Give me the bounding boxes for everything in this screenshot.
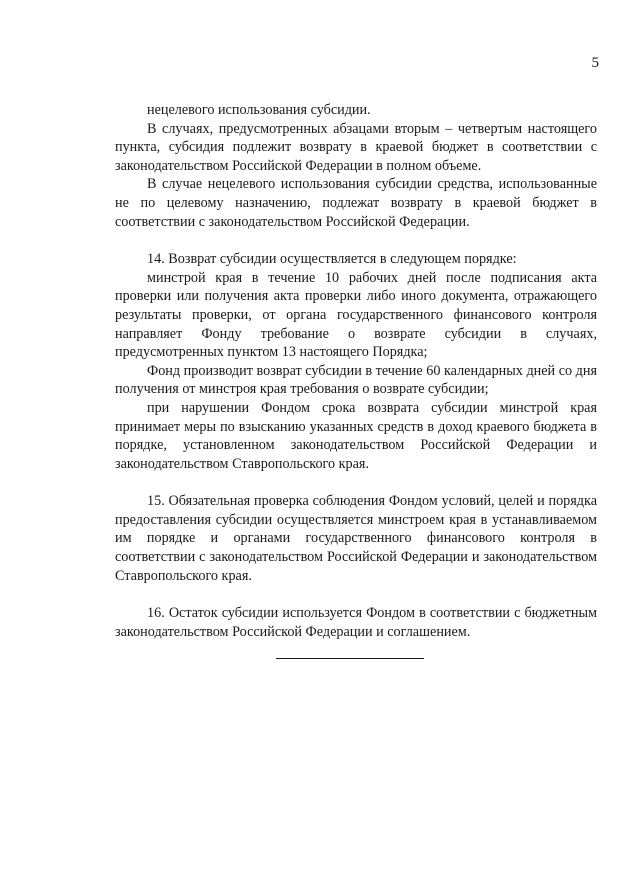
clause-14-fund-return: Фонд производит возврат субсидии в течение 60 календарных дней со дня получения от минстроя края требования о возврате субсидии; (115, 362, 597, 398)
clause-15: 15. Обязательная проверка соблюдения Фондом условий, целей и порядка предоставления субсидии осуществляется минстроем края в устанавливаемом им порядке и органами государственного финансового контроля в соответствии с законодательством Российской Федерации и законодательством Ставропольского края. (115, 493, 597, 584)
clause-14-enforcement: при нарушении Фондом срока возврата субсидии минстрой края принимает меры по взысканию указанных средств в доход краевого бюджета в порядке, установленном законодательством Российской Федерации и законодательством Ставропольского края. (115, 399, 597, 472)
clause-14-heading: 14. Возврат субсидии осуществляется в следующем порядке: (147, 251, 517, 268)
paragraph-refund-full: В случаях, предусмотренных абзацами вторым – четвертым настоящего пункта, субсидия подлежит возврату в краевой бюджет в соответствии с законодательством Российской Федерации в полном объеме. (115, 120, 597, 174)
page-number: 5 (591, 55, 599, 71)
paragraph-continuation: нецелевого использования субсидии. (147, 102, 371, 118)
clause-16: 16. Остаток субсидии используется Фондом в соответствии с бюджетным законодательством Российской Федерации и соглашением. (115, 605, 597, 640)
clause-14-ministry-demand: минстрой края в течение 10 рабочих дней после подписания акта проверки или получения акта проверки либо иного документа, отражающего результаты проверки, от органа государственного финансового контроля направляет Фонду требование о возврате субсидии в случаях, предусмотренных пунктом 13 настоящего Порядка; (115, 269, 597, 361)
document-body (115, 101, 597, 641)
closing-rule (276, 658, 424, 659)
paragraph-misuse-refund: В случае нецелевого использования субсидии средства, использованные не по целевому назначению, подлежат возврату в краевой бюджет в соответствии с законодательством Российской Федерации. (115, 176, 597, 230)
